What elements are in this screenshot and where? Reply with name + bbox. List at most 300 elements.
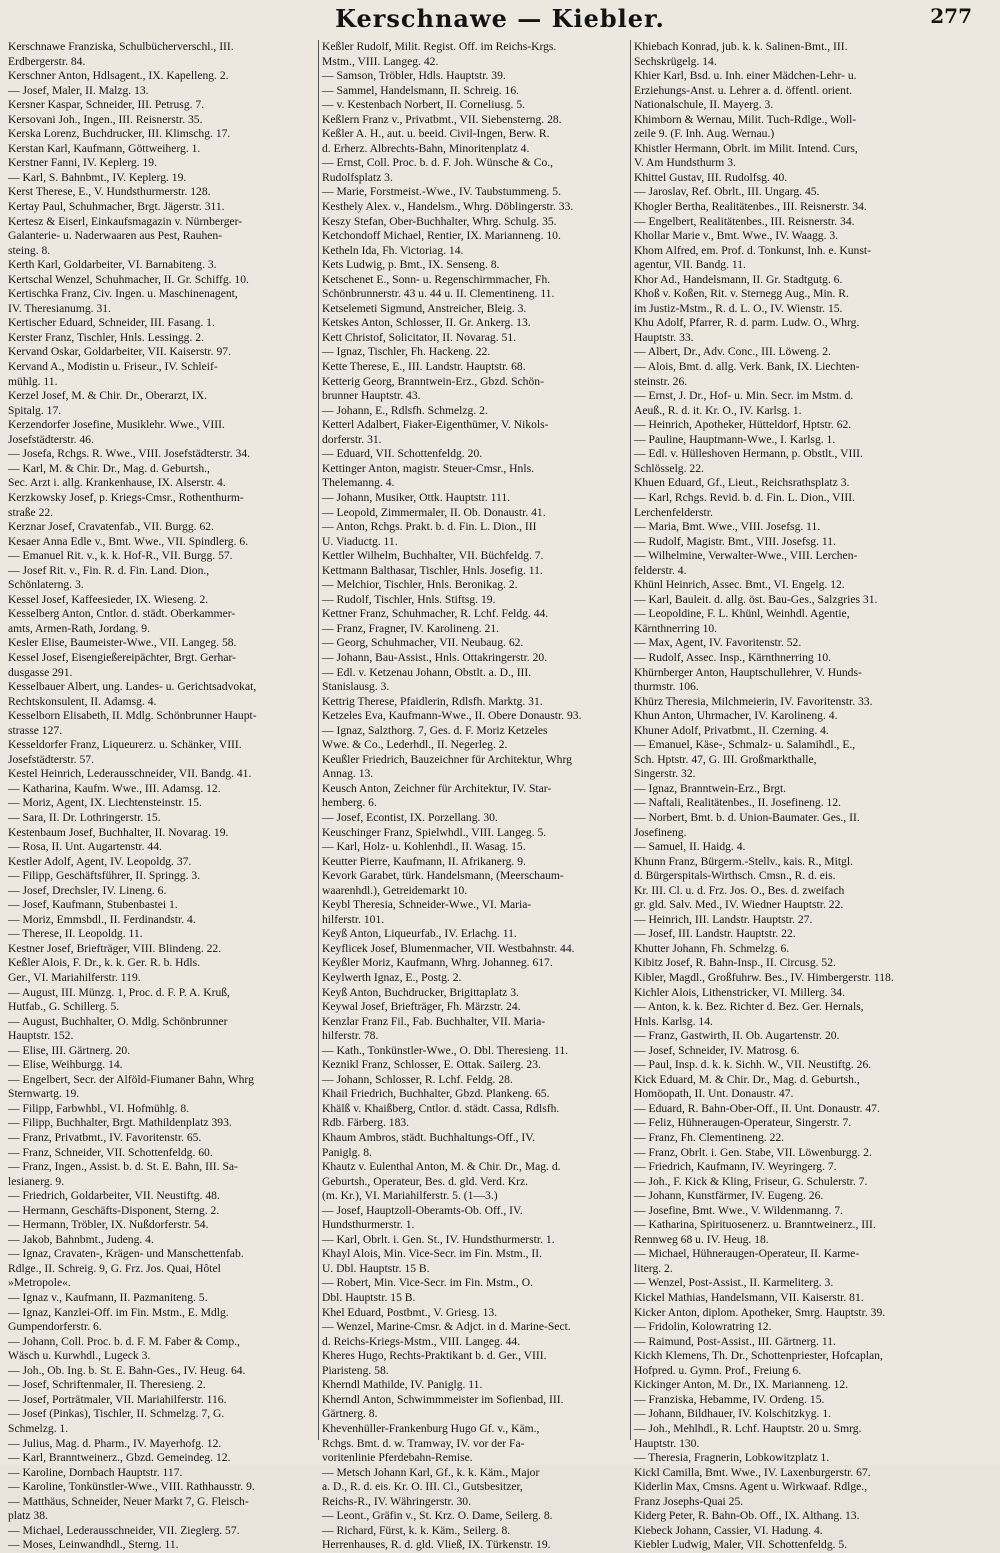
directory-entry-line: — Karl, S. Bahnbmt., IV. Keplerg. 19. (8, 170, 187, 184)
directory-entry-line: Sechskrügelg. 14. (634, 54, 717, 68)
directory-entry-line: Sch. Hptstr. 47, G. III. Großmarkthalle, (634, 752, 817, 766)
directory-entry-line: — Ignaz, Salzthorg. 7, Ges. d. F. Moriz Ketzeles (322, 723, 548, 737)
directory-entry-line: Kickh Klemens, Th. Dr., Schottenpriester, Hofcaplan, (634, 1349, 883, 1363)
directory-entry-line: Kettner Franz, Schuhmacher, R. Lchf. Feldg. 44. (322, 607, 549, 621)
directory-entry-line: Kets Ludwig, p. Bmt., IX. Senseng. 8. (322, 258, 500, 272)
directory-entry-line: d. Bürgerspitals-Wirthsch. Cmsn., R. d. eis. (634, 869, 836, 883)
directory-entry-line: — Josef, Hauptzoll-Oberamts-Ob. Off., IV. (322, 1203, 523, 1217)
directory-entry-line: — Sara, II. Dr. Lothringerstr. 15. (8, 810, 161, 824)
directory-entry-line: Khoß v. Koßen, Rit. v. Sternegg Aug., Min. R. (634, 287, 849, 301)
directory-entry-line: Kestenbaum Josef, Buchhalter, II. Novarag. 19. (8, 825, 229, 839)
directory-entry-line: Khistler Hermann, Obrlt. im Milit. Intend. Curs, (634, 141, 858, 155)
directory-entry-line: Khittel Gustav, III. Rudolfsg. 40. (634, 170, 788, 184)
directory-entry-line: Keyßler Moriz, Kaufmann, Whrg. Johanneg. 617. (322, 956, 553, 970)
directory-entry-line: Kerstan Karl, Kaufmann, Göttweiherg. 1. (8, 141, 201, 155)
directory-entry-line: — Franz, Fragner, IV. Karolineng. 21. (322, 621, 500, 635)
directory-entry-line: Kertischer Eduard, Schneider, III. Fasang. 1. (8, 316, 215, 330)
directory-entry-line: — Ignaz, Kanzlei-Off. im Fin. Mstm., E. Mdlg. (8, 1305, 229, 1319)
directory-entry-line: Kersner Kaspar, Schneider, III. Petrusg. 7. (8, 98, 205, 112)
directory-entry-line: Rennweg 68 u. IV. Heug. 18. (634, 1232, 769, 1246)
directory-entry-line: Kerschner Anton, Hdlsagent., IX. Kapelleng. 2. (8, 69, 229, 83)
directory-entry-line: agentur, VII. Bandg. 11. (634, 258, 746, 272)
directory-entry-line: Keußler Friedrich, Bauzeichner für Architektur, Whrg (322, 752, 572, 766)
directory-entry-line: — Pauline, Hauptmann-Wwe., I. Karlsg. 1. (634, 432, 836, 446)
directory-entry-line: — Karoline, Dornbach Hauptstr. 117. (8, 1465, 183, 1479)
directory-entry-line: — August, III. Münzg. 1, Proc. d. F. P. A. Kruß, (8, 985, 230, 999)
directory-entry-line: — Karl, Rchgs. Revid. b. d. Fin. L. Dion., VIII. (634, 490, 856, 504)
directory-entry-line: — Raimund, Post-Assist., III. Gärtnerg. 11. (634, 1334, 836, 1348)
directory-entry-line: Josefstädterstr. 57. (8, 752, 94, 766)
directory-entry-line: Josefineng. (634, 825, 687, 839)
directory-entry-line: U. Dbl. Hauptstr. 15 B. (322, 1261, 430, 1275)
directory-entry-line: Kevork Garabet, türk. Handelsmann, (Meerschaum- (322, 869, 564, 883)
directory-entry-line: — Josef (Pinkas), Tischler, II. Schmelzg. 7, G. (8, 1407, 225, 1421)
running-title: Kerschnawe — Kiebler. (335, 4, 665, 33)
directory-entry-line: Khail Friedrich, Buchhalter, Gbzd. Plankeng. 65. (322, 1087, 550, 1101)
directory-entry-line: Singerstr. 32. (634, 767, 696, 781)
directory-entry-line: Kerska Lorenz, Buchdrucker, III. Klimschg. 17. (8, 127, 231, 141)
directory-entry-line: Kibitz Josef, R. Bahn-Insp., II. Circusg. 52. (634, 956, 836, 970)
directory-entry-line: — Josef, Econtist, IX. Porzellang. 30. (322, 810, 498, 824)
directory-entry-line: Kerzkowsky Josef, p. Kriegs-Cmsr., Rothenthurm- (8, 490, 244, 504)
directory-entry-line: — v. Kestenbach Norbert, II. Corneliusg. 5. (322, 98, 526, 112)
directory-entry-line: Kick Eduard, M. & Chir. Dr., Mag. d. Geburtsh., (634, 1072, 860, 1086)
directory-entry-line: Ketheln Ida, Fh. Victoriag. 14. (322, 243, 464, 257)
directory-entry-line: steinstr. 26. (634, 374, 688, 388)
directory-entry-line: Erziehungs-Anst. u. Lehrer a. d. öffentl. orient. (634, 83, 853, 97)
directory-entry-line: — Michael, Lederausschneider, VII. Zieglerg. 57. (8, 1523, 240, 1537)
directory-entry-line: Khel Eduard, Postbmt., V. Griesg. 13. (322, 1305, 498, 1319)
column-1 (8, 40, 316, 1552)
directory-entry-line: Keutter Pierre, Kaufmann, II. Afrikanerg. 9. (322, 854, 526, 868)
directory-entry-line: Kesselbauer Albert, ung. Landes- u. Gerichtsadvokat, (8, 680, 257, 694)
directory-entry-line: Wäsch u. Kurwhdl., Lugeck 3. (8, 1349, 151, 1363)
directory-entry-line: Kerster Franz, Tischler, Hnls. Lessingg. 2. (8, 330, 204, 344)
directory-entry-line: — Elise, Weihburgg. 14. (8, 1058, 123, 1072)
directory-entry-line: — Ignaz, Tischler, Fh. Hackeng. 22. (322, 345, 491, 359)
directory-entry-line: Spitalg. 17. (8, 403, 62, 417)
directory-entry-line: — Rudolf, Magistr. Bmt., VIII. Josefsg. 11. (634, 534, 836, 548)
directory-entry-line: Hauptstr. 152. (8, 1029, 74, 1043)
directory-entry-line: — Karl, Branntweinerz., Gbzd. Gemeindeg. 12. (8, 1451, 231, 1465)
directory-entry-line: — Johann, Schlosser, R. Lchf. Feldg. 28. (322, 1072, 513, 1086)
directory-entry-line: — Feliz, Hühneraugen-Operateur, Singerstr. 7. (634, 1116, 852, 1130)
directory-entry-line: — Wenzel, Marine-Cmsr. & Adjct. in d. Marine-Sect. (322, 1320, 571, 1334)
directory-entry-line: — Ignaz v., Kaufmann, II. Pazmaniteng. 5. (8, 1291, 208, 1305)
directory-entry-line: — Matthäus, Schneider, Neuer Markt 7, G. Fleisch- (8, 1494, 249, 1508)
directory-entry-line: Kiebler Ludwig, Maler, VII. Schottenfeldg. 5. (634, 1538, 848, 1552)
column-3 (634, 40, 992, 1552)
directory-entry-line: literg. 2. (634, 1261, 673, 1275)
directory-entry-line: Rdb. Färberg. 183. (322, 1116, 410, 1130)
directory-entry-line: Keywal Josef, Briefträger, Fh. Märzstr. 24. (322, 1000, 521, 1014)
directory-entry-line: Kicker Anton, diplom. Apotheker, Smrg. Hauptstr. 39. (634, 1305, 886, 1319)
directory-entry-line: — Friedrich, Goldarbeiter, VII. Neustiftg. 48. (8, 1189, 220, 1203)
directory-entry-line: felderstr. 4. (634, 563, 687, 577)
directory-entry-line: — Leopold, Zimmermaler, II. Ob. Donaustr. 41. (322, 505, 546, 519)
directory-entry-line: Nationalschule, II. Mayerg. 3. (634, 98, 774, 112)
directory-entry-line: Khayl Alois, Min. Vice-Secr. im Fin. Mstm., II. (322, 1247, 543, 1261)
directory-entry-line: Sternwartg. 19. (8, 1087, 80, 1101)
directory-entry-line: — Karl, Obrlt. i. Gen. St., IV. Hundsthurmerstr. 1. (322, 1232, 555, 1246)
directory-entry-line: Ketterl Adalbert, Fiaker-Eigenthümer, V. Nikols- (322, 418, 549, 432)
directory-entry-line: — Fridolin, Kolowratring 12. (634, 1320, 772, 1334)
column-divider (318, 40, 319, 1440)
directory-entry-line: — Edl. v. Hülleshoven Hermann, p. Obstlt., VIII. (634, 447, 863, 461)
directory-entry-line: Khaum Ambros, städt. Buchhaltungs-Off., IV. (322, 1131, 536, 1145)
directory-entry-line: Kherndl Mathilde, IV. Paniglg. 11. (322, 1378, 483, 1392)
directory-entry-line: Khollar Marie v., Bmt. Wwe., IV. Waagg. 3. (634, 229, 839, 243)
directory-entry-line: Hofpred. u. Gymn. Prof., Freiung 6. (634, 1363, 802, 1377)
directory-entry-line: Hundsthurmerstr. 1. (322, 1218, 415, 1232)
directory-entry-line: — Richard, Fürst, k. k. Käm., Seilerg. 8. (322, 1523, 511, 1537)
column-divider (630, 40, 631, 1440)
directory-entry-line: — Metsch Johann Karl, Gf., k. k. Käm., Major (322, 1465, 540, 1479)
column-2 (322, 40, 628, 1552)
directory-entry-line: — Moriz, Emmsbdl., II. Ferdinandstr. 4. (8, 912, 196, 926)
directory-entry-line: Kettler Wilhelm, Buchhalter, VII. Büchfeldg. 7. (322, 549, 544, 563)
directory-entry-line: steing. 8. (8, 243, 51, 257)
directory-entry-line: Lerchenfelderstr. (634, 505, 713, 519)
directory-entry-line: — Franz, Obrlt. i. Gen. Stabe, VII. Löwenburgg. 2. (634, 1145, 872, 1159)
directory-entry-line: — Max, Agent, IV. Favoritenstr. 52. (634, 636, 802, 650)
directory-entry-line: — Engelbert, Secr. der Alföld-Fiumaner Bahn, Whrg (8, 1072, 254, 1086)
directory-entry-line: Hauptstr. 130. (634, 1436, 700, 1450)
directory-entry-line: waarenhdl.), Getreidemarkt 10. (322, 883, 468, 897)
directory-entry-line: Rudolfsplatz 3. (322, 170, 393, 184)
directory-entry-line: strasse 127. (8, 723, 63, 737)
directory-entry-line: — Alois, Bmt. d. allg. Verk. Bank, IX. Liechten- (634, 360, 860, 374)
directory-entry-line: Dbl. Hauptstr. 15 B. (322, 1291, 416, 1305)
directory-entry-line: Thelemanng. 4. (322, 476, 395, 490)
directory-entry-line: — Wenzel, Post-Assist., II. Karmeliterg. 3. (634, 1276, 834, 1290)
directory-entry-line: Khimborn & Wernau, Milit. Tuch-Rdlge., Woll- (634, 112, 857, 126)
directory-entry-line: Khor Ad., Handelsmann, II. Gr. Stadtgutg. 6. (634, 272, 843, 286)
directory-entry-line: Keyß Anton, Buchdrucker, Brigittaplatz 3. (322, 985, 519, 999)
directory-entry-line: — Eduard, R. Bahn-Ober-Off., II. Unt. Donaustr. 47. (634, 1101, 880, 1115)
directory-entry-line: a. D., R. d. eis. Kr. O. III. Cl., Gutsbesitzer, (322, 1480, 523, 1494)
directory-entry-line: zeile 9. (F. Inh. Aug. Wernau.) (634, 127, 775, 141)
directory-entry-line: — Johann, Bau-Assist., Hnls. Ottakringerstr. 20. (322, 650, 548, 664)
directory-entry-line: Kenzlar Franz Fil., Fab. Buchhalter, VII. Maria- (322, 1014, 546, 1028)
directory-entry-line: Schmelzg. 1. (8, 1421, 69, 1435)
directory-entry-line: dusgasse 291. (8, 665, 73, 679)
directory-entry-line: — Elise, III. Gärtnerg. 20. (8, 1043, 131, 1057)
directory-entry-line: Kestel Heinrich, Lederausschneider, VII. Bandg. 41. (8, 767, 252, 781)
directory-entry-line: — Karl, M. & Chir. Dr., Mag. d. Geburtsh., (8, 461, 210, 475)
directory-entry-line: Keßlern Franz v., Privatbmt., VII. Siebensterng. 28. (322, 112, 562, 126)
directory-entry-line: — Friedrich, Kaufmann, IV. Weyringerg. 7. (634, 1160, 837, 1174)
directory-entry-line: Kersovani Joh., Ingen., III. Reisnerstr. 35. (8, 112, 203, 126)
directory-entry-line: Keyflicek Josef, Blumenmacher, VII. Westbahnstr. 44. (322, 941, 575, 955)
directory-entry-line: — Ernst, Coll. Proc. b. d. F. Joh. Wünsche & Co., (322, 156, 554, 170)
directory-entry-line: Keybl Theresia, Schneider-Wwe., VI. Maria- (322, 898, 532, 912)
directory-entry-line: — Leont., Gräfin v., St. Krz. O. Dame, Seilerg. 8. (322, 1509, 553, 1523)
directory-entry-line: — Emanuel, Käse-, Schmalz- u. Salamihdl., E., (634, 738, 856, 752)
directory-entry-line: Ketskes Anton, Schlosser, II. Gr. Ankerg. 13. (322, 316, 531, 330)
directory-entry-line: »Metropole«. (8, 1276, 71, 1290)
directory-entry-line: — Rudolf, Assec. Insp., Kärnthnerring 10. (634, 650, 832, 664)
directory-entry-line: Kesthely Alex. v., Handelsm., Whrg. Döblingerstr. 33. (322, 200, 574, 214)
directory-entry-line: Kesseldorfer Franz, Liqueurerz. u. Schänker, VIII. (8, 738, 242, 752)
directory-entry-line: — Franz, Fh. Clementineng. 22. (634, 1131, 785, 1145)
directory-entry-line: platz 38. (8, 1509, 48, 1523)
directory-entry-line: — Karl, Bauleit. d. allg. öst. Bau-Ges., Salzgries 31. (634, 592, 878, 606)
directory-entry-line: Schönlaterng. 3. (8, 578, 84, 592)
directory-entry-line: V. Am Hundsthurm 3. (634, 156, 736, 170)
directory-entry-line: — Johann, Musiker, Ottk. Hauptstr. 111. (322, 490, 511, 504)
directory-entry-line: — Josef, Schriftenmaler, II. Theresieng. 2. (8, 1378, 206, 1392)
directory-entry-line: mühlg. 11. (8, 374, 58, 388)
directory-entry-line: — Rosa, II. Unt. Augartenstr. 44. (8, 840, 162, 854)
directory-entry-line: Rdlge., II. Schreig. 9, G. Frz. Jos. Quai, Hôtel (8, 1261, 221, 1275)
directory-entry-line: Khiebach Konrad, jub. k. k. Salinen-Bmt., III. (634, 40, 848, 53)
directory-entry-line: — Ignaz, Branntwein-Erz., Brgt. (634, 781, 787, 795)
directory-entry-line: Hnls. Karlsg. 14. (634, 1014, 713, 1028)
directory-entry-line: Kette Therese, E., III. Landstr. Hauptstr. 68. (322, 360, 526, 374)
directory-entry-line: Kerschnawe Franziska, Schulbücherverschl., III. (8, 40, 234, 53)
directory-entry-line: Khürnberger Anton, Hauptschullehrer, V. Hunds- (634, 665, 862, 679)
directory-entry-line: — Filipp, Geschäftsführer, II. Springg. 3. (8, 869, 201, 883)
directory-entry-line: — Franz, Ingen., Assist. b. d. St. E. Bahn, III. Sa- (8, 1160, 238, 1174)
directory-entry-line: Annag. 13. (322, 767, 374, 781)
directory-entry-line: Kertschal Wenzel, Schuhmacher, II. Gr. Schiffg. 10. (8, 272, 249, 286)
directory-entry-line: — Edl. v. Ketzenau Johann, Obstlt. a. D., III. (322, 665, 532, 679)
directory-entry-line: im Justiz-Mstm., R. d. L. O., IV. Wienstr. 15. (634, 301, 843, 315)
directory-entry-line: lesianerg. 9. (8, 1174, 65, 1188)
directory-entry-line: d. Reichs-Kriegs-Mstm., VIII. Langeg. 44. (322, 1334, 521, 1348)
directory-entry-line: — Karoline, Tonkünstler-Wwe., VIII. Rathhausstr. 9. (8, 1480, 255, 1494)
directory-entry-line: — Franz, Schneider, VII. Schottenfeldg. 60. (8, 1145, 213, 1159)
directory-entry-line: hilferstr. 78. (322, 1029, 379, 1043)
directory-entry-line: Kickel Mathias, Handelsmann, VII. Kaiserstr. 81. (634, 1291, 864, 1305)
directory-entry-line: — Katharina, Spirituosenerz. u. Branntweinerz., III. (634, 1218, 876, 1232)
directory-entry-line: — Moses, Leinwandhdl., Sterng. 11. (8, 1538, 179, 1552)
directory-entry-line: Galanterie- u. Naderwaaren aus Pest, Rauhen- (8, 229, 223, 243)
directory-entry-line: Khun Anton, Uhrmacher, IV. Karolineng. 4. (634, 709, 838, 723)
directory-entry-line: — Samuel, II. Haidg. 4. (634, 840, 746, 854)
directory-entry-line: Gumpendorferstr. 6. (8, 1320, 102, 1334)
directory-entry-line: — Josef, Schneider, IV. Matrosg. 6. (634, 1043, 800, 1057)
directory-entry-line: — Anton, k. k. Bez. Richter d. Bez. Ger. Hernals, (634, 1000, 864, 1014)
directory-entry-line: Kibler, Magdl., Großfuhrw. Bes., IV. Himbergerstr. 118. (634, 971, 894, 984)
directory-entry-line: — August, Buchhalter, O. Mdlg. Schönbrunner (8, 1014, 228, 1028)
directory-entry-line: — Marie, Forstmeist.-Wwe., IV. Taubstummeng. 5. (322, 185, 561, 199)
directory-entry-line: — Melchior, Tischler, Hnls. Beronikag. 2. (322, 578, 518, 592)
directory-entry-line: Keyß Anton, Liqueurfab., IV. Erlachg. 11. (322, 927, 517, 941)
directory-entry-line: — Ernst, J. Dr., Hof- u. Min. Secr. im Mstm. d. (634, 389, 854, 403)
directory-entry-line: Kerth Karl, Goldarbeiter, VI. Barnabiteng. 3. (8, 258, 217, 272)
directory-entry-line: Khünl Heinrich, Assec. Bmt., VI. Engelg. 12. (634, 578, 845, 592)
directory-entry-line: Kickl Camilla, Bmt. Wwe., IV. Laxenburgerstr. 67. (634, 1465, 871, 1479)
directory-entry-line: U. Viaductg. 11. (322, 534, 398, 548)
directory-entry-line: Ger., VI. Mariahilferstr. 119. (8, 971, 141, 984)
directory-entry-line: — Therese, II. Leopoldg. 11. (8, 927, 143, 941)
directory-entry-line: Stanislausg. 3. (322, 680, 390, 694)
directory-entry-line: Kestner Josef, Briefträger, VIII. Blindeng. 22. (8, 941, 222, 955)
directory-entry-line: Homöopath, II. Unt. Donaustr. 47. (634, 1087, 794, 1101)
directory-entry-line: — Josef, Porträtmaler, VII. Mariahilferstr. 116. (8, 1392, 227, 1406)
directory-entry-line: Kichler Alois, Lithenstricker, VI. Millerg. 34. (634, 985, 845, 999)
directory-entry-line: — Anton, Rchgs. Prakt. b. d. Fin. L. Dion., III (322, 520, 537, 534)
directory-entry-line: Reichs-R., IV. Währingerstr. 30. (322, 1494, 471, 1508)
directory-entry-line: gr. gld. Salv. Med., IV. Wiedner Hauptstr. 22. (634, 898, 844, 912)
directory-entry-line: voritenlinie Pferdebahn-Remise. (322, 1451, 473, 1465)
directory-entry-line: — Albert, Dr., Adv. Conc., III. Löweng. 2. (634, 345, 831, 359)
directory-entry-line: — Ignaz, Cravaten-, Krägen- und Manschettenfab. (8, 1247, 244, 1261)
directory-entry-line: — Moriz, Agent, IX. Liechtensteinstr. 15. (8, 796, 202, 810)
directory-entry-line: — Eduard, VII. Schottenfeldg. 20. (322, 447, 483, 461)
directory-entry-line: — Josef, Maler, II. Malzg. 13. (8, 83, 149, 97)
directory-entry-line: Khutter Johann, Fh. Schmelzg. 6. (634, 941, 790, 955)
directory-entry-line: Khälß v. Khaißberg, Cntlor. d. städt. Cassa, Rdlsfh. (322, 1101, 560, 1115)
directory-entry-line: — Engelbert, Realitätenbes., III. Reisnerstr. 34. (634, 214, 855, 228)
directory-entry-line: Kesselborn Elisabeth, II. Mdlg. Schönbrunner Haupt- (8, 709, 257, 723)
directory-entry-line: — Johann, E., Rdlsfh. Schmelzg. 2. (322, 403, 488, 417)
directory-entry-line: Schönbrunnerstr. 43 u. 44 u. II. Clementineng. 11. (322, 287, 555, 301)
directory-entry-line: — Josef Rit. v., Fin. R. d. Fin. Land. Dion., (8, 563, 210, 577)
directory-entry-line: Ketterig Georg, Branntwein-Erz., Gbzd. Schön- (322, 374, 544, 388)
directory-entry-line: Keusch Anton, Zeichner für Architektur, IV. Star- (322, 781, 552, 795)
directory-entry-line: d. Erherz. Albrechts-Bahn, Minoritenplatz 4. (322, 141, 530, 155)
directory-entry-line: — Hermann, Geschäfts-Disponent, Sterng. 2. (8, 1203, 220, 1217)
directory-entry-line: — Joh., F. Kick & Kling, Friseur, G. Schulerstr. 7. (634, 1174, 868, 1188)
directory-entry-line: — Joh., Ob. Ing. b. St. E. Bahn-Ges., IV. Heug. 64. (8, 1363, 246, 1377)
directory-entry-line: hilferstr. 101. (322, 912, 385, 926)
directory-entry-line: — Heinrich, Apotheker, Hütteldorf, Hptstr. 62. (634, 418, 852, 432)
directory-entry-line: Rechtskonsulent, II. Adamsg. 4. (8, 694, 157, 708)
directory-entry-line: — Heinrich, III. Landstr. Hauptstr. 27. (634, 912, 813, 926)
directory-entry-line: Khu Adolf, Pfarrer, R. d. parm. Ludw. O., Whrg. (634, 316, 860, 330)
directory-entry-line: amts, Armen-Rath, Jordang. 9. (8, 621, 151, 635)
directory-entry-line: — Franziska, Hebamme, IV. Ordeng. 15. (634, 1392, 825, 1406)
directory-entry-line: Kessel Josef, Eisengießereipächter, Brgt. Gerhar- (8, 650, 236, 664)
directory-entry-line: — Filipp, Buchhalter, Brgt. Mathildenplatz 393. (8, 1116, 232, 1130)
directory-entry-line: Keszy Stefan, Ober-Buchhalter, Whrg. Schulg. 35. (322, 214, 557, 228)
directory-entry-line: Khuner Adolf, Privatbmt., II. Czerning. 4. (634, 723, 829, 737)
directory-entry-line: Geburtsh., Operateur, Bes. d. gld. Verd. Krz. (322, 1174, 529, 1188)
directory-entry-line: — Katharina, Kaufm. Wwe., III. Adamsg. 12. (8, 781, 221, 795)
directory-entry-line: straße 22. (8, 505, 54, 519)
directory-entry-line: Keuschinger Franz, Spielwhdl., VIII. Langeg. 5. (322, 825, 547, 839)
directory-entry-line: Kerstner Fanni, IV. Keplerg. 19. (8, 156, 157, 170)
directory-entry-line: Kärnthnerring 10. (634, 621, 718, 635)
directory-entry-line: — Johann, Kunstfärmer, IV. Eugeng. 26. (634, 1189, 824, 1203)
directory-entry-line: Piaristeng. 58. (322, 1363, 389, 1377)
directory-entry-line: Khunn Franz, Bürgerm.-Stellv., kais. R., Mitgl. (634, 854, 853, 868)
directory-entry-line: — Jakob, Bahnbmt., Judeng. 4. (8, 1232, 154, 1246)
directory-entry-line: — Josef, Kaufmann, Stubenbastei 1. (8, 898, 178, 912)
directory-entry-line: (m. Kr.), VI. Mariahilferstr. 5. (1—3.) (322, 1189, 498, 1203)
directory-entry-line: Kerzendorfer Josefine, Musiklehr. Wwe., VIII. (8, 418, 225, 432)
page-number: 277 (930, 4, 972, 28)
directory-entry-line: — Franz, Privatbmt., IV. Favoritenstr. 65. (8, 1131, 202, 1145)
directory-entry-line: — Filipp, Farbwhbl., VI. Hofmühlg. 8. (8, 1101, 190, 1115)
directory-entry-line: — Hermann, Tröbler, IX. Nußdorferstr. 54. (8, 1218, 209, 1232)
directory-entry-line: Kertay Paul, Schuhmacher, Brgt. Jägerstr. 311. (8, 200, 225, 214)
directory-entry-line: Keylwerth Ignaz, E., Postg. 2. (322, 971, 462, 984)
directory-entry-line: Khom Alfred, em. Prof. d. Tonkunst, Inh. e. Kunst- (634, 243, 871, 257)
directory-entry-line: — Karl, Holz- u. Kohlenhdl., II. Wasag. 15. (322, 840, 526, 854)
directory-entry-line: Sec. Arzt i. allg. Krankenhause, IX. Alserstr. 4. (8, 476, 226, 490)
directory-entry-line: Kestler Adolf, Agent, IV. Leopoldg. 37. (8, 854, 192, 868)
directory-entry-line: — Samson, Tröbler, Hdls. Hauptstr. 39. (322, 69, 506, 83)
directory-entry-line: — Robert, Min. Vice-Secr. im Fin. Mstm., O. (322, 1276, 533, 1290)
directory-entry-line: Khogler Bertha, Realitätenbes., III. Reisnerstr. 34. (634, 200, 867, 214)
directory-entry-line: Hauptstr. 33. (634, 330, 694, 344)
directory-entry-line: — Franz, Gastwirth, II. Ob. Augartenstr. 20. (634, 1029, 840, 1043)
directory-entry-line: Josefstädterstr. 46. (8, 432, 94, 446)
directory-entry-line: Kettinger Anton, magistr. Steuer-Cmsr., Hnls. (322, 461, 534, 475)
directory-entry-line: Khautz v. Eulenthal Anton, M. & Chir. Dr., Mag. d. (322, 1160, 561, 1174)
directory-entry-line: — Sammel, Handelsmann, II. Schreig. 16. (322, 83, 520, 97)
directory-entry-line: — Julius, Mag. d. Pharm., IV. Mayerhofg. 12. (8, 1436, 222, 1450)
directory-entry-line: Kiebeck Johann, Cassier, VI. Hadung. 4. (634, 1523, 823, 1537)
directory-entry-line: — Norbert, Bmt. b. d. Union-Baumater. Ges., II. (634, 810, 860, 824)
directory-entry-line: — Emanuel Rit. v., k. k. Hof-R., VII. Burgg. 57. (8, 549, 233, 563)
directory-entry-line: Kerznar Josef, Cravatenfab., VII. Burgg. 62. (8, 520, 214, 534)
directory-entry-line: Kertischka Franz, Civ. Ingen. u. Maschinenagent, (8, 287, 238, 301)
directory-entry-line: — Josefine, Bmt. Wwe., V. Wildenmanng. 7. (634, 1203, 843, 1217)
directory-entry-line: — Rudolf, Tischler, Hnls. Stiftsg. 19. (322, 592, 496, 606)
directory-entry-line: Keznikl Franz, Schlosser, E. Ottak. Sailerg. 23. (322, 1058, 541, 1072)
directory-entry-line: Wwe. & Co., Lederhdl., II. Negerleg. 2. (322, 738, 508, 752)
directory-entry-line: — Naftali, Realitätenbes., II. Josefineng. 12. (634, 796, 842, 810)
directory-entry-line: — Maria, Bmt. Wwe., VIII. Josefsg. 11. (634, 520, 821, 534)
directory-entry-line: — Joh., Mehlhdl., R. Lchf. Hauptstr. 20 u. Smrg. (634, 1421, 862, 1435)
directory-entry-line: — Josef, Drechsler, IV. Lineng. 6. (8, 883, 167, 897)
directory-entry-line: Kervand Oskar, Goldarbeiter, VII. Kaiserstr. 97. (8, 345, 231, 359)
directory-entry-line: Keßler A. H., aut. u. beeid. Civil-Ingen, Berw. R. (322, 127, 550, 141)
directory-entry-line: Kesler Elise, Baumeister-Wwe., VII. Langeg. 58. (8, 636, 237, 650)
directory-entry-line: Kerzel Josef, M. & Chir. Dr., Oberarzt, IX. (8, 389, 207, 403)
directory-entry-line: Kettrig Therese, Pfaidlerin, Rdlsfh. Marktg. 31. (322, 694, 543, 708)
directory-entry-line: — Michael, Hühneraugen-Operateur, II. Karme- (634, 1247, 860, 1261)
directory-entry-line: Rchgs. Bmt. d. w. Tramway, IV. vor der Fa- (322, 1436, 525, 1450)
directory-entry-line: Khürz Theresia, Milchmeierin, IV. Favoritenstr. 33. (634, 694, 873, 708)
directory-entry-line: — Leopoldine, F. L. Khünl, Weinhdl. Agentie, (634, 607, 850, 621)
directory-entry-line: — Johann, Bildhauer, IV. Kolschitzkyg. 1. (634, 1407, 832, 1421)
directory-entry-line: Kr. III. Cl. u. d. Frz. Jos. O., Bes. d. zweifach (634, 883, 845, 897)
directory-entry-line: Keßler Alois, F. Dr., k. k. Ger. R. b. Hdls. (8, 956, 200, 970)
directory-entry-line: — Wilhelmine, Verwalter-Wwe., VIII. Lerchen- (634, 549, 858, 563)
directory-entry-line: — Josefa, Rchgs. R. Wwe., VIII. Josefstädterstr. 34. (8, 447, 251, 461)
directory-entry-line: — Georg, Schuhmacher, VII. Neubaug. 62. (322, 636, 524, 650)
directory-entry-line: Kessel Josef, Kaffeesieder, IX. Wieseng. 2. (8, 592, 209, 606)
directory-entry-line: Herrenhauses, R. d. gld. Vließ, IX. Türkenstr. 19. (322, 1538, 551, 1552)
directory-entry-line: Keßler Rudolf, Milit. Regist. Off. im Reichs-Krgs. (322, 40, 557, 53)
directory-entry-line: — Kath., Tonkünstler-Wwe., O. Dbl. Theresieng. 11. (322, 1043, 569, 1057)
directory-entry-line: Ketzeles Eva, Kaufmann-Wwe., II. Obere Donaustr. 93. (322, 709, 582, 723)
directory-entry-line: Ketschenet E., Sonn- u. Regenschirmmacher, Fh. (322, 272, 551, 286)
directory-entry-line: Aeuß., R. d. it. Kr. O., IV. Karlsg. 1. (634, 403, 802, 417)
directory-entry-line: — Theresia, Fragnerin, Lobkowitzplatz 1. (634, 1451, 830, 1465)
directory-entry-line: Khier Karl, Bsd. u. Inh. einer Mädchen-Lehr- u. (634, 69, 857, 83)
directory-entry-line: Hutfab., G. Schillerg. 5. (8, 1000, 120, 1014)
directory-entry-line: Franz Josephs-Quai 25. (634, 1494, 744, 1508)
directory-entry-line: Khuen Eduard, Gf., Lieut., Reichsrathsplatz 3. (634, 476, 850, 490)
directory-entry-line: Kesaer Anna Edle v., Bmt. Wwe., VII. Spindlerg. 6. (8, 534, 249, 548)
directory-entry-line: Kerst Therese, E., V. Hundsthurmerstr. 128. (8, 185, 211, 199)
directory-entry-line: hemberg. 6. (322, 796, 377, 810)
directory-entry-line: Ketchondoff Michael, Rentier, IX. Marianneng. 10. (322, 229, 561, 243)
directory-entry-line: brunner Hauptstr. 43. (322, 389, 421, 403)
directory-entry-line: thurmstr. 106. (634, 680, 699, 694)
directory-entry-line: Kervand A., Modistin u. Friseur., IV. Schleif- (8, 360, 218, 374)
directory-entry-line: — Jaroslav, Ref. Obrlt., III. Ungarg. 45. (634, 185, 820, 199)
directory-entry-line: Kettmann Balthasar, Tischler, Hnls. Josefig. 11. (322, 563, 543, 577)
directory-entry-line: Mstm., VIII. Langeg. 42. (322, 54, 439, 68)
